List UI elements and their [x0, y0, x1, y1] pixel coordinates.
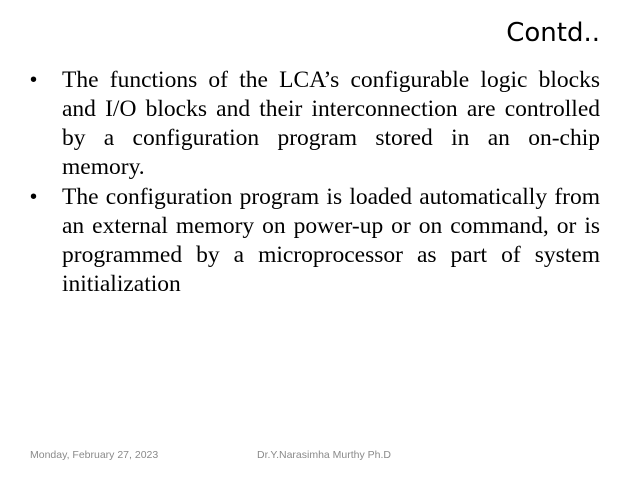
bullet-text: The configuration program is loaded automatically from an external memory on power-up or on command, or is programmed by a microprocessor as part of system initialization: [62, 184, 600, 297]
bullet-marker: •: [30, 69, 38, 91]
footer-author: Dr.Y.Narasimha Murthy Ph.D: [257, 449, 392, 461]
bullet-item: [30, 183, 600, 299]
slide-title: Contd..: [506, 18, 600, 48]
bullet-text: The functions of the LCA’s configurable logic blocks and I/O blocks and their interconnection are controlled by a configuration program stored in an on-chip memory.: [62, 67, 600, 180]
bullet-item: [30, 66, 600, 182]
bullet-marker: •: [30, 186, 38, 208]
footer-date: Monday, February 27, 2023: [30, 449, 159, 461]
bullet-list: [30, 66, 600, 299]
